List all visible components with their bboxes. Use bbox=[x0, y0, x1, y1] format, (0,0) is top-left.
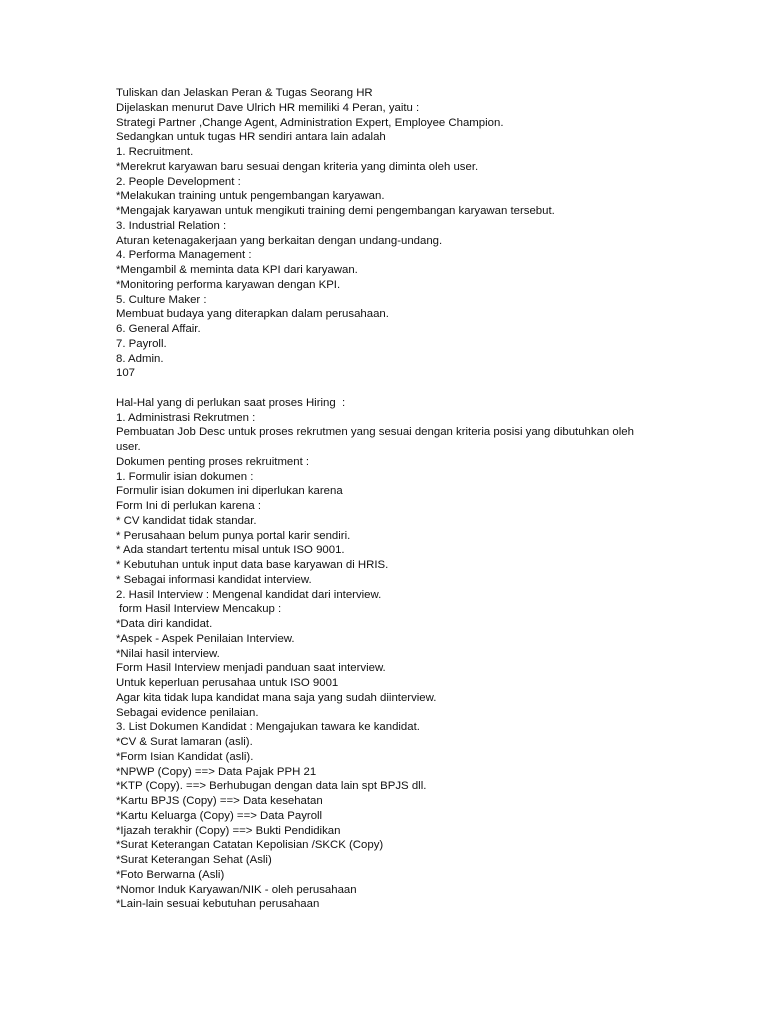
text-line: Tuliskan dan Jelaskan Peran & Tugas Seorang HR bbox=[116, 87, 373, 99]
text-line: Untuk keperluan perusahaa untuk ISO 9001 bbox=[116, 677, 339, 689]
text-line: *Data diri kandidat. bbox=[116, 618, 213, 630]
text-line: form Hasil Interview Mencakup : bbox=[116, 603, 282, 616]
text-line: 1. Recruitment. bbox=[116, 146, 194, 158]
text-line: *Foto Berwarna (Asli) bbox=[116, 868, 225, 881]
text-line: *Mengajak karyawan untuk mengikuti training demi pengembangan karyawan tersebut. bbox=[116, 205, 555, 217]
text-line: 8. Admin. bbox=[116, 352, 164, 365]
text-line: Sebagai evidence penilaian. bbox=[116, 706, 259, 719]
text-line: user. bbox=[116, 441, 141, 453]
text-line: Dokumen penting proses rekruitment : bbox=[116, 455, 310, 468]
text-line: 5. Culture Maker : bbox=[116, 293, 207, 306]
text-line: *Monitoring performa karyawan dengan KPI. bbox=[116, 278, 341, 291]
text-line: *Aspek - Aspek Penilaian Interview. bbox=[116, 632, 295, 645]
text-line: *Ijazah terakhir (Copy) ==> Bukti Pendidikan bbox=[116, 824, 341, 837]
text-line: *Surat Keterangan Sehat (Asli) bbox=[116, 854, 272, 866]
text-line: *Mengambil & meminta data KPI dari karyawan. bbox=[116, 264, 358, 276]
text-line: Form Hasil Interview menjadi panduan saat interview. bbox=[116, 662, 386, 675]
text-line: Agar kita tidak lupa kandidat mana saja yang sudah diinterview. bbox=[116, 691, 437, 704]
text-line: * Sebagai informasi kandidat interview. bbox=[116, 573, 312, 586]
text-line: *Kartu Keluarga (Copy) ==> Data Payroll bbox=[116, 809, 323, 822]
text-line: 7. Payroll. bbox=[116, 337, 167, 350]
text-line: *Nilai hasil interview. bbox=[116, 647, 220, 660]
text-line: Membuat budaya yang diterapkan dalam perusahaan. bbox=[116, 308, 389, 321]
text-line: * Perusahaan belum punya portal karir sendiri. bbox=[116, 529, 351, 542]
text-line: *KTP (Copy). ==> Berhubugan dengan data lain spt BPJS dll. bbox=[116, 780, 427, 793]
text-line: Sedangkan untuk tugas HR sendiri antara lain adalah bbox=[116, 131, 386, 144]
text-line: *Form Isian Kandidat (asli). bbox=[116, 750, 254, 763]
text-line: Dijelaskan menurut Dave Ulrich HR memiliki 4 Peran, yaitu : bbox=[116, 101, 420, 114]
blank-line bbox=[116, 381, 676, 396]
text-line: *Kartu BPJS (Copy) ==> Data kesehatan bbox=[116, 795, 323, 807]
text-line: Formulir isian dokumen ini diperlukan karena bbox=[116, 485, 343, 498]
text-line: Strategi Partner ,Change Agent, Administration Expert, Employee Champion. bbox=[116, 116, 504, 129]
text-line: *Nomor Induk Karyawan/NIK - oleh perusahaan bbox=[116, 883, 357, 896]
text-line: 1. Formulir isian dokumen : bbox=[116, 470, 254, 483]
text-line: *NPWP (Copy) ==> Data Pajak PPH 21 bbox=[116, 765, 317, 778]
text-line: Form Ini di perlukan karena : bbox=[116, 500, 261, 512]
text-line: 3. List Dokumen Kandidat : Mengajukan tawara ke kandidat. bbox=[116, 721, 420, 734]
text-line: 1. Administrasi Rekrutmen : bbox=[116, 411, 256, 424]
text-line: *Merekrut karyawan baru sesuai dengan kriteria yang diminta oleh user. bbox=[116, 160, 479, 173]
text-line: * CV kandidat tidak standar. bbox=[116, 514, 257, 527]
text-line: 3. Industrial Relation : bbox=[116, 219, 227, 232]
text-line: 6. General Affair. bbox=[116, 323, 201, 335]
text-line: * Ada standart tertentu misal untuk ISO 9001. bbox=[116, 544, 345, 557]
text-line: 2. Hasil Interview : Mengenal kandidat dari interview. bbox=[116, 588, 382, 601]
text-line: * Kebutuhan untuk input data base karyawan di HRIS. bbox=[116, 559, 389, 571]
text-line: *CV & Surat lamaran (asli). bbox=[116, 736, 253, 748]
text-line: Pembuatan Job Desc untuk proses rekrutmen yang sesuai dengan kriteria posisi yang dibutuhkan oleh bbox=[116, 426, 634, 439]
text-line: 107 bbox=[116, 367, 136, 380]
document-body bbox=[116, 86, 676, 912]
text-line: Hal-Hal yang di perlukan saat proses Hiring : bbox=[116, 396, 346, 409]
text-line: Aturan ketenagakerjaan yang berkaitan dengan undang-undang. bbox=[116, 234, 443, 247]
text-line: *Lain-lain sesuai kebutuhan perusahaan bbox=[116, 898, 320, 911]
text-line: 2. People Development : bbox=[116, 175, 241, 188]
text-line: 4. Performa Management : bbox=[116, 249, 252, 262]
text-line: *Surat Keterangan Catatan Kepolisian /SKCK (Copy) bbox=[116, 839, 384, 852]
text-line: *Melakukan training untuk pengembangan karyawan. bbox=[116, 190, 385, 203]
